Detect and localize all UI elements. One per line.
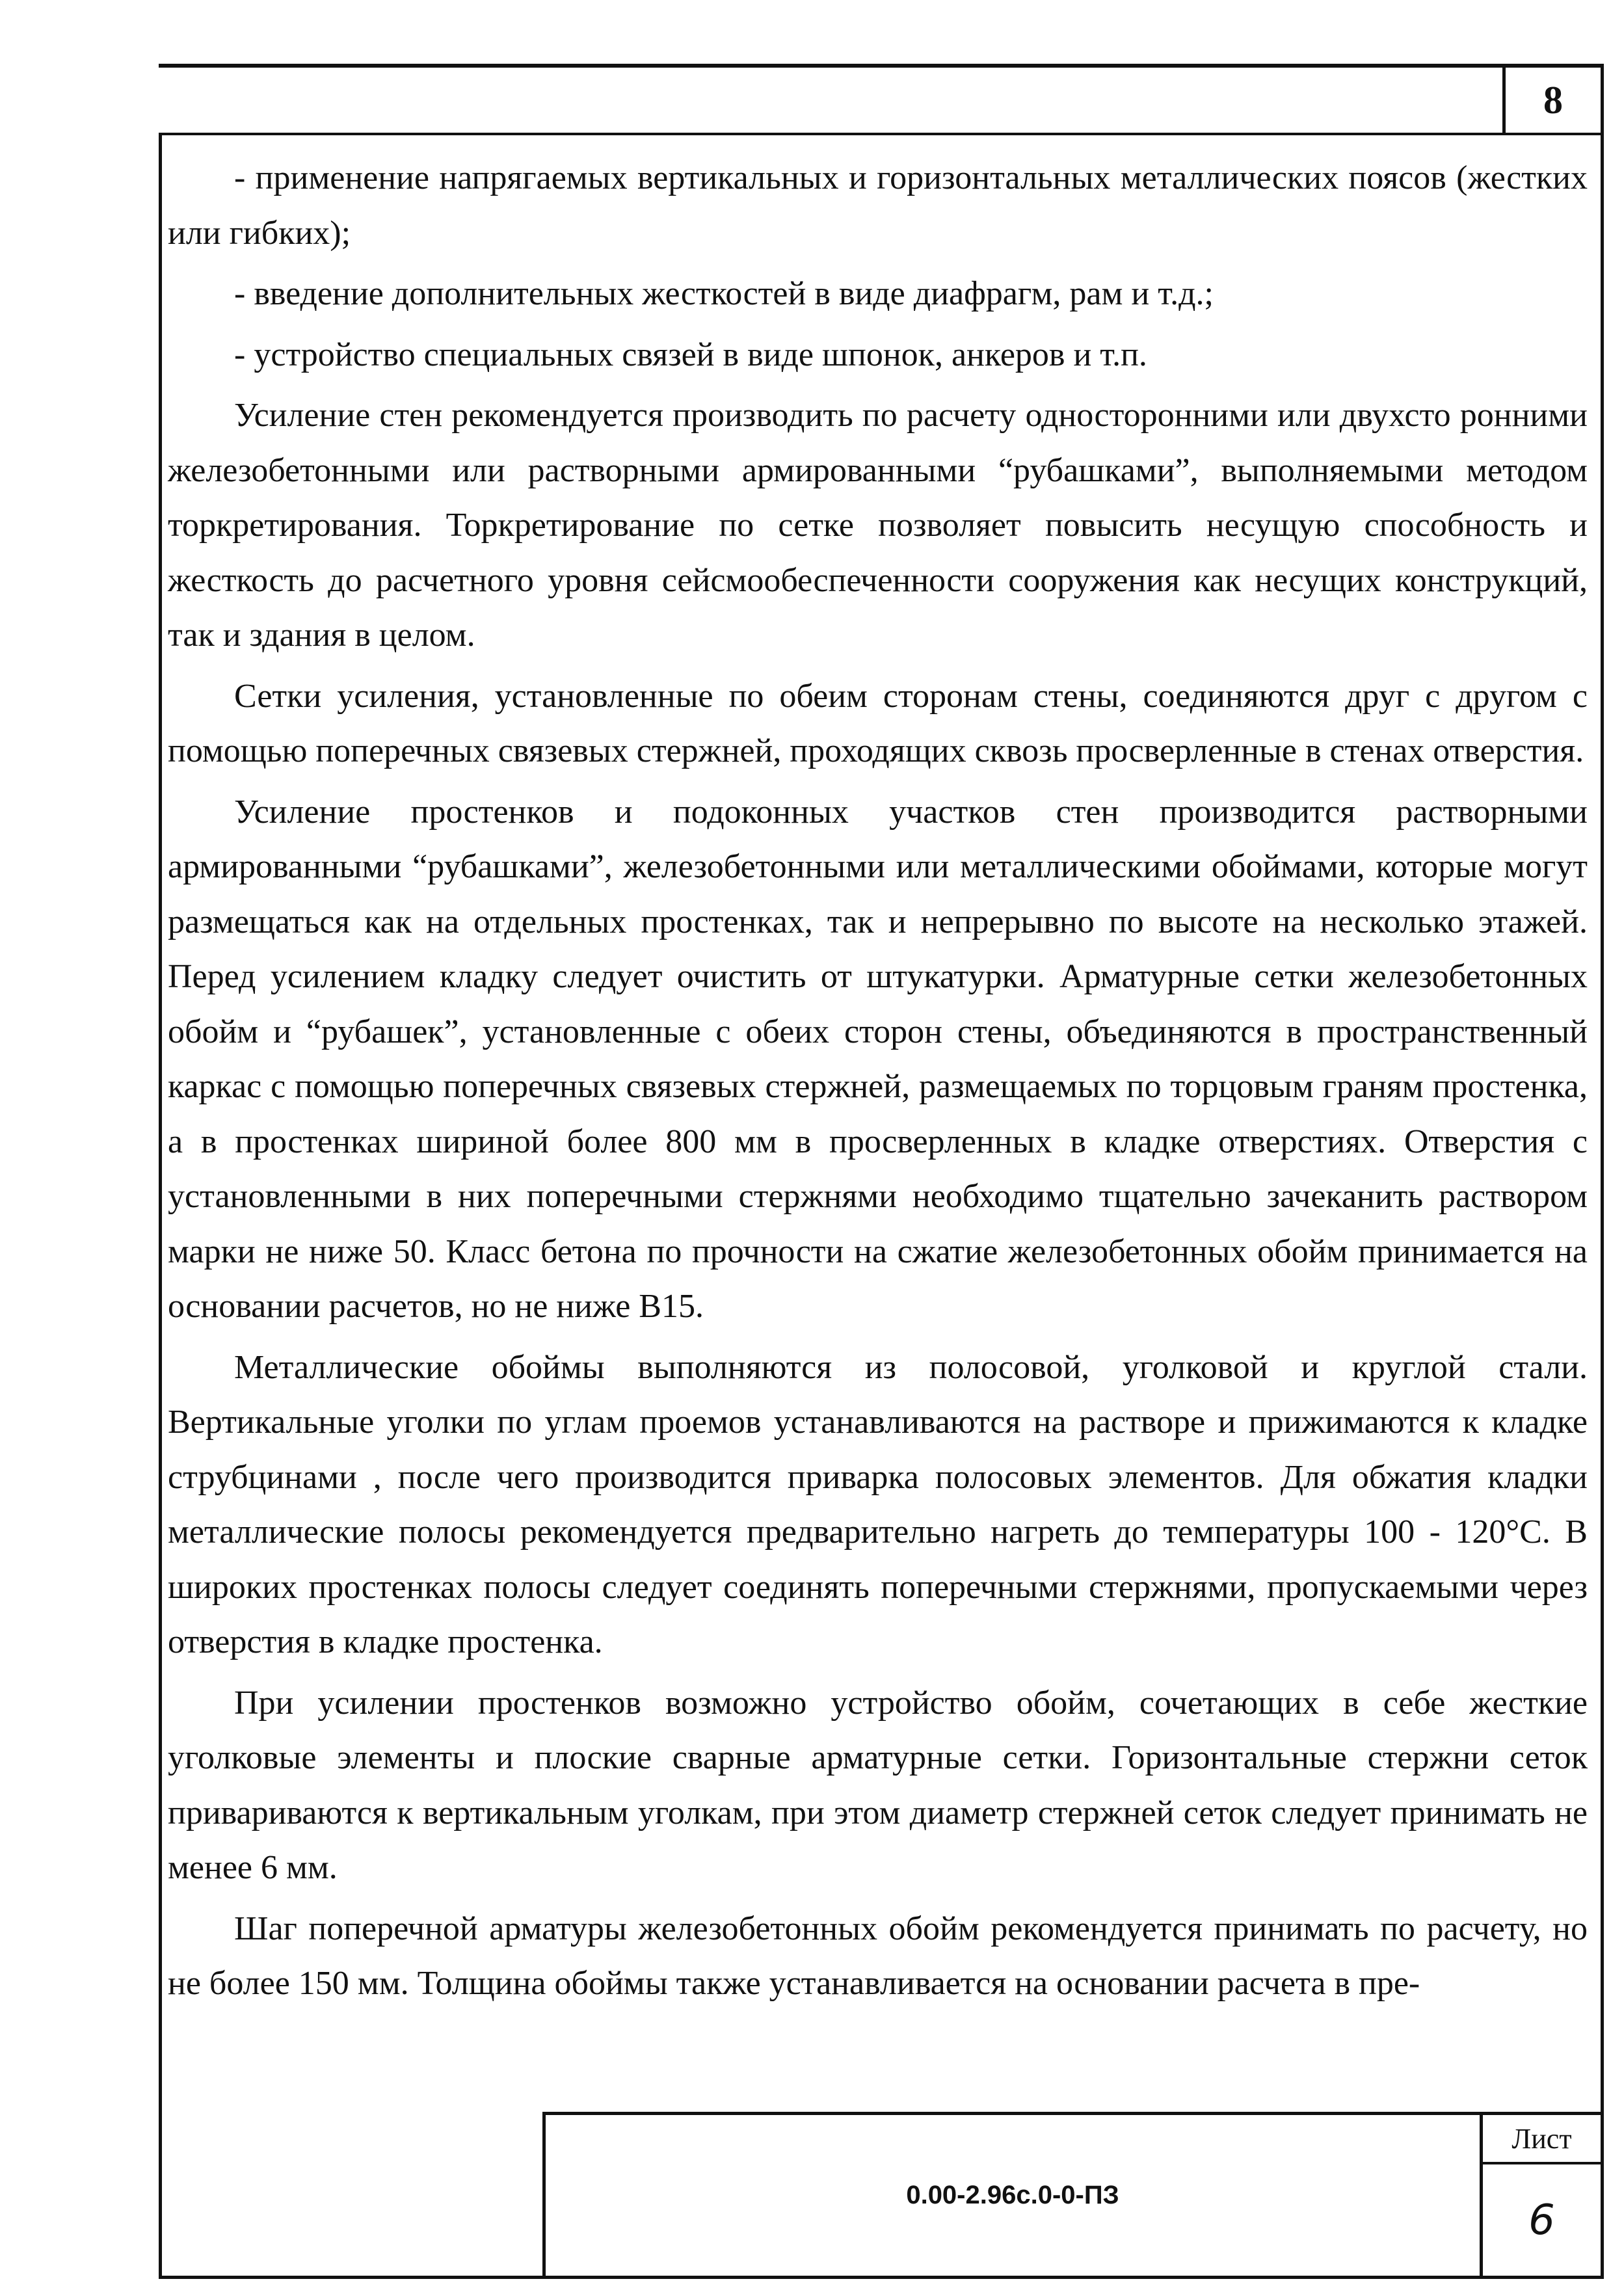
sheet-label: Лист <box>1511 2122 1572 2155</box>
document-code: 0.00-2.96с.0-0-ПЗ <box>906 2181 1119 2209</box>
paragraph: - устройство специальных связей в виде шпонок, анкеров и т.п. <box>234 336 1147 373</box>
paragraph: Усиление стен рекомендуется производить по расчету односторонними или двухсто ронними железобетонными или растворными армированными “рубашками”, выполняемыми методом торкретирования. Торкретирование по сетке позволяет повысить несущую способность и жесткость до расчетного уровня сейсмообеспеченности сооружения как несущих конструкций, так и здания в целом. <box>168 397 1588 654</box>
frame-left-border <box>159 134 162 2279</box>
header-rule <box>159 133 1604 135</box>
paragraph: - применение напрягаемых вертикальных и горизонтальных металлических поясов (жестких или гибких); <box>168 159 1588 252</box>
sheet-number: 6 <box>1528 2196 1555 2244</box>
paragraph: Сетки усиления, установленные по обеим сторонам стены, соединяются друг с другом с помощью поперечных связевых стержней, проходящих сквозь просверленные в стенах отверстия. <box>168 677 1588 769</box>
frame-right-border <box>1601 64 1604 2279</box>
page-number: 8 <box>1543 78 1563 122</box>
frame-bottom-border <box>159 2276 1604 2279</box>
body-text <box>168 151 1588 2017</box>
frame-top-border <box>159 64 1604 68</box>
paragraph: При усилении простенков возможно устройство обойм, сочетающих в себе жесткие уголковые элементы и плоские сварные арматурные сетки. Горизонтальные стержни сеток привариваются к вертикальным уголкам, при этом диаметр стержней сеток следует принимать не менее 6 мм. <box>168 1684 1588 1886</box>
paragraph: - введение дополнительных жесткостей в виде диафрагм, рам и т.д.; <box>234 275 1214 312</box>
paragraph: Усиление простенков и подоконных участков стен производится растворными армированными “рубашками”, железобетонными или металлическими обоймами, которые могут размещаться как на отдельных простенках, так и непрерывно по высоте на несколько этажей. Перед усилением кладку следует очистить от штукатурки. Арматурные сетки железобетонных обойм и “рубашек”, установленные с обеих сторон стены, объединяются в пространственный каркас с помощью поперечных связевых стержней, размещаемых по торцовым граням простенка, а в простенках шириной более 800 мм в просверленных в кладке отверстиях. Отверстия с установленными в них поперечными стержнями необходимо тщательно зачеканить раствором марки не ниже 50. Класс бетона по прочности на сжатие железобетонных обойм принимается на основании расчетов, но не ниже В15. <box>168 793 1588 1325</box>
paragraph: Шаг поперечной арматуры железобетонных обойм рекомендуется принимать по расчету, но не более 150 мм. Толщина обоймы также устанавливается на основании расчета в пре- <box>168 1910 1588 2002</box>
paragraph: Металлические обоймы выполняются из полосовой, уголковой и круглой стали. Вертикальные уголки по углам проемов устанавливаются на растворе и прижимаются к кладке струбцинами , после чего производится приварка полосовых элементов. Для обжатия кладки металлические полосы рекомендуется предварительно нагреть до температуры 100 - 120°С. В широких простенках полосы следует соединять поперечными стержнями, пропускаемыми через отверстия в кладке простенка. <box>168 1348 1588 1660</box>
